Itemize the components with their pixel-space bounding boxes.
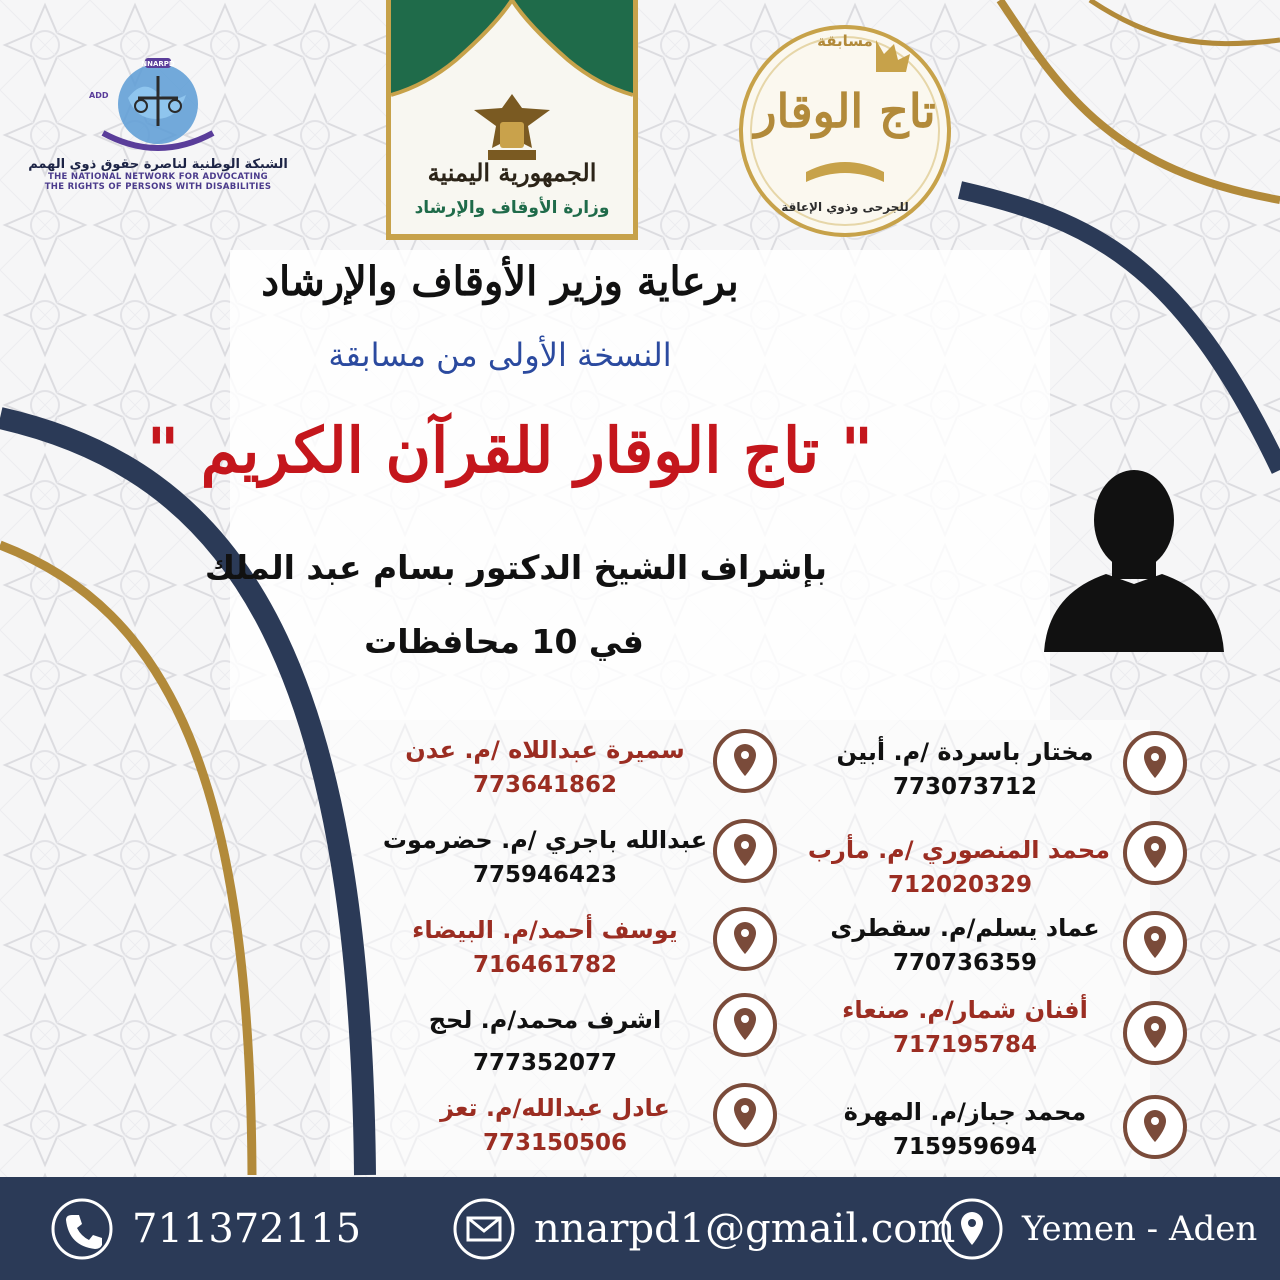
- supervision-line: بإشراف الشيخ الدكتور بسام عبد الملك: [204, 548, 828, 587]
- contact-name: مختار باسردة /م. أبين: [836, 738, 1094, 766]
- ministry-name: وزارة الأوقاف والإرشاد: [414, 198, 610, 218]
- contact-socotra: [830, 914, 1100, 976]
- contact-bayda: [400, 916, 690, 978]
- edition-line: النسخة الأولى من مسابقة: [328, 336, 672, 374]
- contact-phone[interactable]: 775946423: [472, 862, 618, 888]
- nnarpd-badge: NNARPD: [141, 60, 175, 68]
- contact-phone[interactable]: 773641862: [472, 772, 618, 798]
- footer-phone-number: 711372115: [132, 1205, 362, 1252]
- provinces-line: في 10 محافظات: [364, 622, 644, 661]
- network-globe-icon: [83, 58, 233, 153]
- contact-sanaa: [830, 996, 1100, 1058]
- contact-phone[interactable]: 712020329: [887, 872, 1033, 898]
- ministry-logo: [386, 0, 638, 240]
- footer-location: [940, 1177, 1257, 1280]
- contact-name: عماد يسلم/م. سقطرى: [830, 914, 1100, 942]
- avatar-silhouette-icon: [1044, 462, 1224, 652]
- nnarpd-name-en-1: THE NATIONAL NETWORK FOR ADVOCATING: [48, 172, 268, 182]
- contact-lahij: [400, 1006, 690, 1076]
- location-pin-icon: [712, 818, 778, 884]
- location-pin-icon: [712, 992, 778, 1058]
- phone-icon: [50, 1197, 114, 1261]
- contact-mahra: [830, 1098, 1100, 1160]
- nnarpd-name-ar: الشبكة الوطنية لناصرة حقوق ذوي الهمم: [28, 157, 288, 172]
- footer-bar: [0, 1177, 1280, 1280]
- contact-phone[interactable]: 716461782: [472, 952, 618, 978]
- location-pin-icon: [1122, 1000, 1188, 1066]
- contact-phone[interactable]: 715959694: [892, 1134, 1038, 1160]
- patronage-line: برعاية وزير الأوقاف والإرشاد: [261, 258, 739, 305]
- location-pin-icon: [1122, 1094, 1188, 1160]
- footer-phone[interactable]: [50, 1177, 361, 1280]
- contact-marib: [807, 836, 1110, 898]
- nnarpd-side-badge: ADD: [89, 91, 109, 100]
- contact-name: أفنان شمار/م. صنعاء: [842, 996, 1088, 1024]
- nnarpd-name-en-2: THE RIGHTS OF PERSONS WITH DISABILITIES: [44, 182, 272, 192]
- location-pin-icon: [1122, 820, 1188, 886]
- location-pin-icon: [1122, 730, 1188, 796]
- contact-name: محمد جباز/م. المهرة: [843, 1098, 1087, 1126]
- contact-name: سميرة عبداللاه /م. عدن: [405, 736, 685, 764]
- contact-taiz: [420, 1094, 690, 1156]
- nnarpd-logo: [28, 40, 288, 210]
- footer-location-text: Yemen - Aden: [1022, 1208, 1258, 1249]
- email-icon: [452, 1197, 516, 1261]
- contact-name: محمد المنصوري /م. مأرب: [807, 836, 1110, 864]
- contact-name: عادل عبدالله/م. تعز: [440, 1094, 670, 1122]
- contact-hadramout: [380, 826, 710, 888]
- competition-title: " تاج الوقار للقرآن الكريم ": [146, 414, 874, 487]
- contact-name: يوسف أحمد/م. البيضاء: [412, 916, 678, 944]
- location-pin-icon: [1122, 910, 1188, 976]
- contact-phone[interactable]: 770736359: [892, 950, 1038, 976]
- contact-phone[interactable]: 773073712: [892, 774, 1038, 800]
- contact-aden: [400, 736, 690, 798]
- competition-label: مسابقة: [817, 32, 873, 50]
- location-pin-icon: [940, 1197, 1004, 1261]
- contact-abyan: [830, 738, 1100, 800]
- competition-logo-name: تاج الوقار: [754, 84, 936, 138]
- footer-email[interactable]: [452, 1177, 955, 1280]
- contact-phone[interactable]: 777352077: [472, 1050, 618, 1076]
- footer-email-address: nnarpd1@gmail.com: [534, 1205, 956, 1252]
- competition-logo: [736, 22, 954, 240]
- contact-name: اشرف محمد/م. لحج: [428, 1006, 662, 1034]
- contact-phone[interactable]: 717195784: [892, 1032, 1038, 1058]
- location-pin-icon: [712, 906, 778, 972]
- contact-phone[interactable]: 773150506: [482, 1130, 628, 1156]
- location-pin-icon: [712, 1082, 778, 1148]
- ministry-country: الجمهورية اليمنية: [427, 158, 597, 187]
- contact-name: عبدالله باجري /م. حضرموت: [382, 826, 708, 854]
- competition-audience: للجرحى وذوي الإعاقة: [781, 200, 909, 214]
- location-pin-icon: [712, 728, 778, 794]
